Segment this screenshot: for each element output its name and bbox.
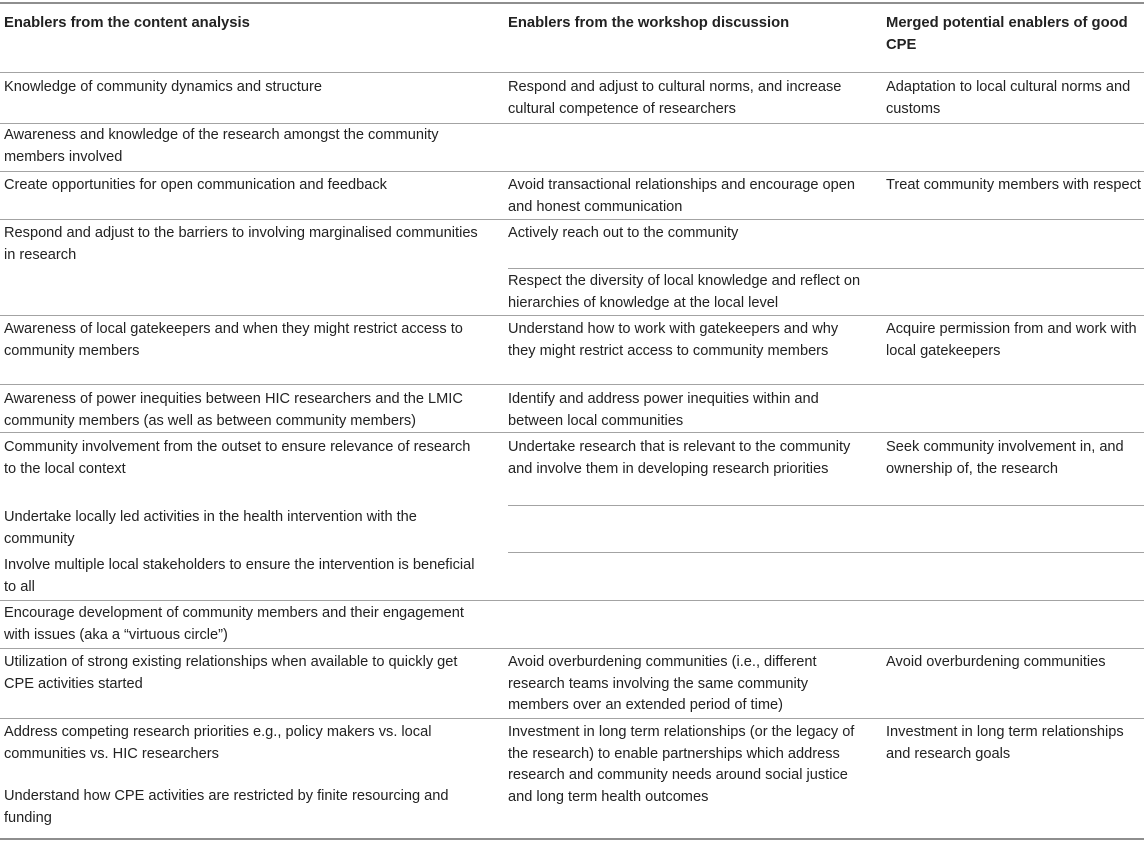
row-divider: [0, 432, 1144, 433]
content-analysis-item: Address competing research priorities e.g., policy makers vs. local communities vs. HIC researchers: [4, 724, 432, 762]
content-analysis-item: Involve multiple local stakeholders to ensure the intervention is beneficial to all: [4, 557, 475, 595]
workshop-discussion-item: Avoid transactional relationships and encourage open and honest communication: [508, 177, 855, 215]
merged-enabler-item: Investment in long term relationships and research goals: [886, 724, 1124, 762]
header-bottom-rule: [0, 72, 1144, 73]
content-analysis-item: Utilization of strong existing relationships when available to quickly get CPE activities started: [4, 654, 458, 692]
row-divider: [0, 171, 1144, 172]
column-header-workshop-discussion: Enablers from the workshop discussion: [508, 15, 790, 31]
table-top-rule: [0, 2, 1144, 4]
column-header-content-analysis: Enablers from the content analysis: [4, 15, 250, 31]
workshop-discussion-item: Respond and adjust to cultural norms, and increase cultural competence of researchers: [508, 79, 842, 117]
workshop-discussion-item: Undertake research that is relevant to the community and involve them in developing research priorities: [508, 439, 851, 477]
content-analysis-item: Knowledge of community dynamics and structure: [4, 79, 322, 95]
content-analysis-item: Respond and adjust to the barriers to involving marginalised communities in research: [4, 225, 478, 263]
row-divider: [0, 648, 1144, 649]
row-divider: [0, 384, 1144, 385]
content-analysis-item: Encourage development of community members and their engagement with issues (aka a “virtuous circle”): [4, 605, 464, 643]
merged-enabler-item: Treat community members with respect: [886, 177, 1141, 193]
content-analysis-item: Community involvement from the outset to ensure relevance of research to the local context: [4, 439, 471, 477]
content-analysis-item: Awareness of local gatekeepers and when they might restrict access to community members: [4, 321, 463, 359]
row-subdivider: [508, 505, 1144, 506]
workshop-discussion-item: Avoid overburdening communities (i.e., different research teams involving the same community members over an extended period of time): [508, 654, 817, 713]
workshop-discussion-item: Actively reach out to the community: [508, 225, 739, 241]
merged-enabler-item: Adaptation to local cultural norms and customs: [886, 79, 1131, 117]
row-subdivider: [508, 268, 1144, 269]
content-analysis-item: Undertake locally led activities in the health intervention with the community: [4, 509, 417, 547]
workshop-discussion-item: Understand how to work with gatekeepers and why they might restrict access to community members: [508, 321, 839, 359]
content-analysis-item: Awareness of power inequities between HIC researchers and the LMIC community members (as well as between community members): [4, 391, 463, 429]
workshop-discussion-item: Identify and address power inequities within and between local communities: [508, 391, 819, 429]
table-bottom-rule: [0, 838, 1144, 840]
row-divider: [0, 315, 1144, 316]
row-divider: [0, 123, 1144, 124]
merged-enabler-item: Acquire permission from and work with local gatekeepers: [886, 321, 1137, 359]
row-divider: [0, 600, 1144, 601]
column-header-merged-enablers: Merged potential enablers of good CPE: [886, 15, 1128, 53]
row-subdivider: [508, 552, 1144, 553]
workshop-discussion-item: Investment in long term relationships (or the legacy of the research) to enable partnerships which address research and community needs around social justice and long term health outcomes: [508, 724, 855, 805]
merged-enabler-item: Seek community involvement in, and ownership of, the research: [886, 439, 1124, 477]
content-analysis-item: Awareness and knowledge of the research amongst the community members involved: [4, 127, 439, 165]
row-divider: [0, 718, 1144, 719]
row-divider: [0, 219, 1144, 220]
merged-enabler-item: Avoid overburdening communities: [886, 654, 1106, 670]
content-analysis-item: Create opportunities for open communication and feedback: [4, 177, 387, 193]
workshop-discussion-item: Respect the diversity of local knowledge and reflect on hierarchies of knowledge at the local level: [508, 273, 861, 311]
content-analysis-item: Understand how CPE activities are restricted by finite resourcing and funding: [4, 788, 449, 826]
